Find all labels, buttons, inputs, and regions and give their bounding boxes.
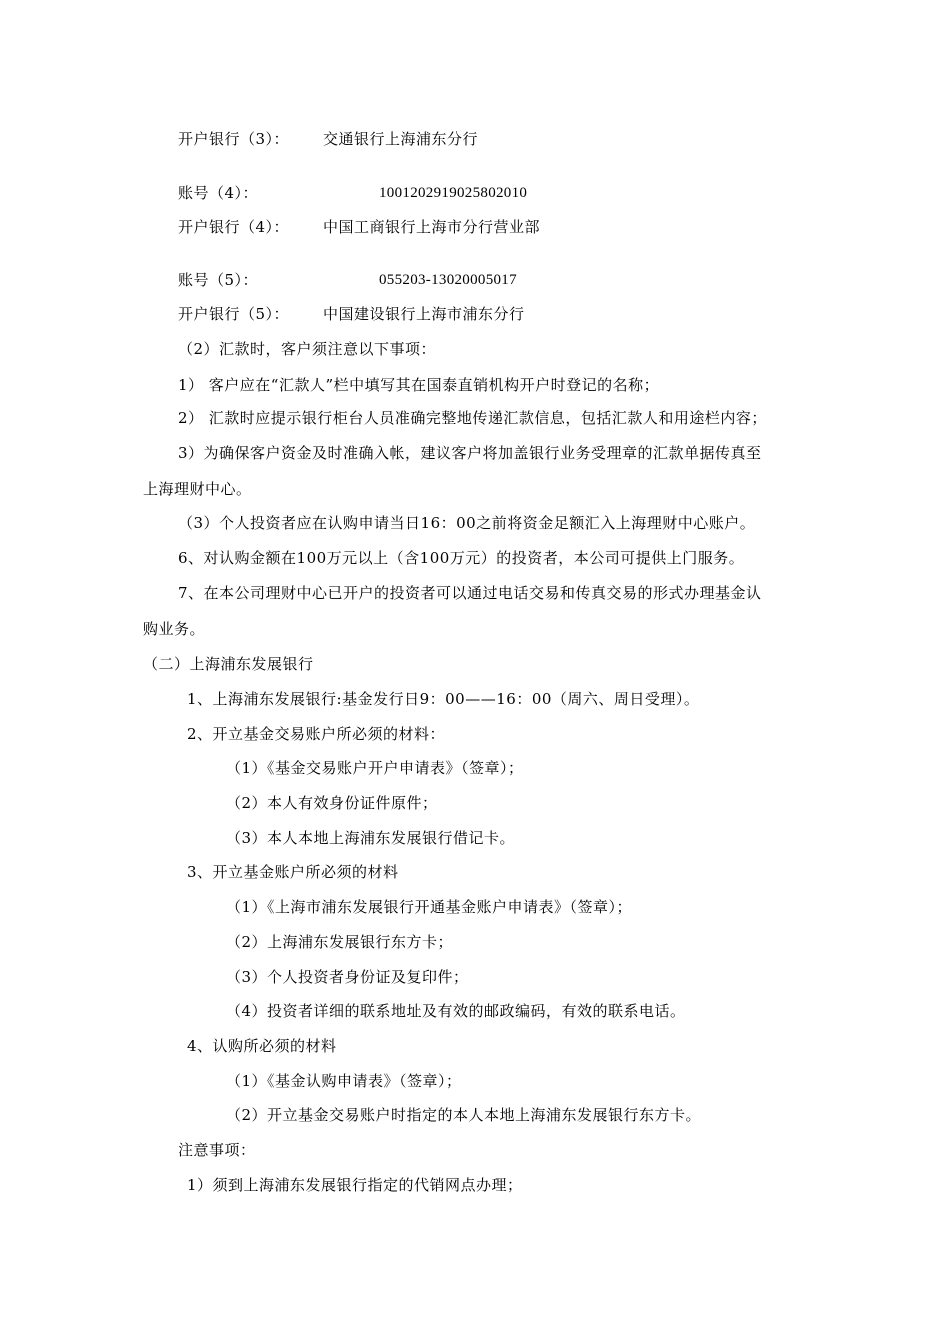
bank3-value: 交通银行上海浦东分行 — [323, 130, 479, 148]
bank5-label: 开户银行（5）： — [178, 305, 290, 323]
spdb-item-3-4: （4）投资者详细的联系地址及有效的邮政编码，有效的联系电话。 — [226, 1002, 686, 1020]
spdb-item-2-2: （2）本人有效身份证件原件； — [226, 794, 438, 812]
point-7-line1: 7、在本公司理财中心已开户的投资者可以通过电话交易和传真交易的形式办理基金认 — [178, 584, 762, 602]
bank3-label: 开户银行（3）： — [178, 130, 290, 148]
spdb-item-4-2: （2）开立基金交易账户时指定的本人本地上海浦东发展银行东方卡。 — [226, 1106, 702, 1124]
notice-item-1: 1）须到上海浦东发展银行指定的代销网点办理； — [187, 1176, 523, 1194]
section-title: （二）上海浦东发展银行 — [143, 655, 314, 673]
remit-heading: （2）汇款时，客户须注意以下事项： — [178, 340, 437, 358]
account5-label: 账号（5）： — [178, 271, 259, 289]
spdb-item-3-2: （2）上海浦东发展银行东方卡； — [226, 933, 454, 951]
spdb-item-2-1: （1）《基金交易账户开户申请表》（签章）； — [226, 759, 524, 777]
spdb-item-4-1: （1）《基金认购申请表》（签章）； — [226, 1072, 462, 1090]
remit-item-2: 2） 汇款时应提示银行柜台人员准确完整地传递汇款信息，包括汇款人和用途栏内容； — [178, 409, 767, 427]
point-6: 6、对认购金额在100万元以上（含100万元）的投资者，本公司可提供上门服务。 — [178, 549, 745, 567]
point-7-line2: 购业务。 — [143, 620, 206, 638]
spdb-item-2-3: （3）本人本地上海浦东发展银行借记卡。 — [226, 829, 516, 847]
account4-label: 账号（4）： — [178, 184, 259, 202]
bank5-value: 中国建设银行上海市浦东分行 — [323, 305, 525, 323]
remit-item-3-line1: 3）为确保客户资金及时准确入帐，建议客户将加盖银行业务受理章的汇款单据传真至 — [178, 444, 762, 462]
spdb-item-3-1: （1）《上海市浦东发展银行开通基金账户申请表》（签章）； — [226, 898, 633, 916]
remit-note-3: （3）个人投资者应在认购申请当日16：00之前将资金足额汇入上海理财中心账户。 — [178, 514, 756, 532]
notice-heading: 注意事项： — [178, 1141, 256, 1159]
remit-item-1: 1） 客户应在“汇款人”栏中填写其在国泰直销机构开户时登记的名称； — [178, 376, 660, 394]
spdb-item-2: 2、开立基金交易账户所必须的材料： — [187, 725, 446, 743]
spdb-item-3-3: （3）个人投资者身份证及复印件； — [226, 968, 469, 986]
account5-number: 055203-13020005017 — [379, 272, 517, 288]
remit-item-3-line2: 上海理财中心。 — [143, 480, 252, 498]
account4-number: 1001202919025802010 — [379, 185, 528, 201]
bank4-value: 中国工商银行上海市分行营业部 — [323, 218, 541, 236]
spdb-item-4: 4、认购所必须的材料 — [187, 1037, 337, 1055]
spdb-item-1: 1、上海浦东发展银行:基金发行日9：00——16：00（周六、周日受理）。 — [187, 690, 700, 708]
spdb-item-3: 3、开立基金账户所必须的材料 — [187, 863, 399, 881]
bank4-label: 开户银行（4）： — [178, 218, 290, 236]
